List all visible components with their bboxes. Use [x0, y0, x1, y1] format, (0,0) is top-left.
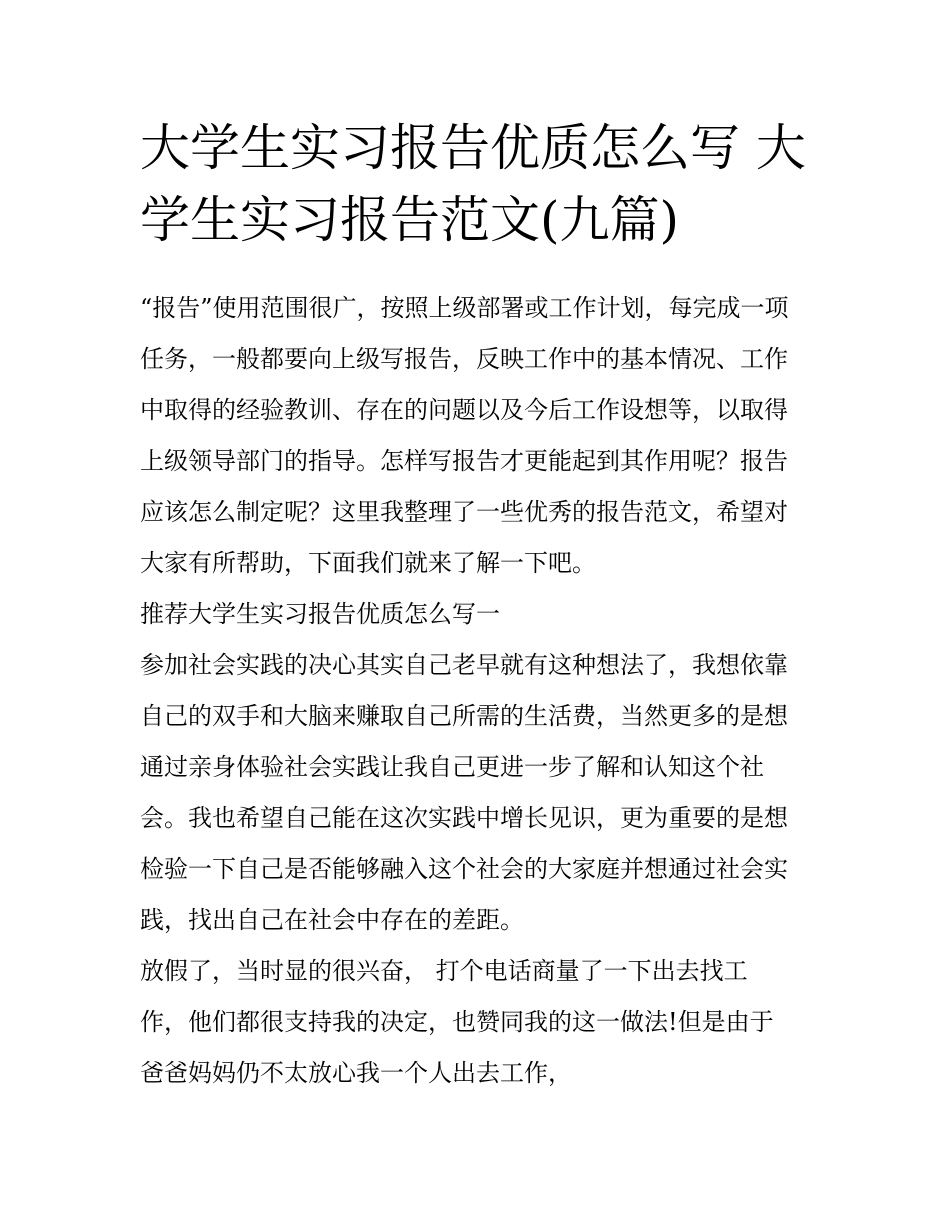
- body-line: 践，找出自己在社会中存在的差距。: [140, 906, 524, 934]
- document-title: [140, 112, 815, 256]
- body-line: 放假了，当时显的很兴奋， 打个电话商量了一下出去找工: [140, 957, 748, 985]
- body-line: 会。我也希望自己能在这次实践中增长见识，更为重要的是想: [140, 804, 788, 832]
- body-line: 作，他们都很支持我的决定，也赞同我的这一做法!但是由于: [140, 1008, 774, 1036]
- section-heading: 推荐大学生实习报告优质怎么写一: [140, 600, 500, 628]
- title-line-1: 大学生实习报告优质怎么写 大: [140, 119, 806, 177]
- body-line: 中取得的经验教训、存在的问题以及今后工作设想等，以取得: [140, 396, 788, 424]
- document-content: [140, 112, 815, 1099]
- body-line: 参加社会实践的决心其实自己老早就有这种想法了，我想依靠: [140, 651, 788, 679]
- body-line: 应该怎么制定呢？这里我整理了一些优秀的报告范文，希望对: [140, 498, 788, 526]
- body-line: 自己的双手和大脑来赚取自己所需的生活费，当然更多的是想: [140, 702, 788, 730]
- body-line: 大家有所帮助，下面我们就来了解一下吧。: [140, 549, 596, 577]
- document-body: [140, 283, 815, 1099]
- body-line: 爸爸妈妈仍不太放心我一个人出去工作，: [140, 1059, 572, 1087]
- body-line: 任务，一般都要向上级写报告，反映工作中的基本情况、工作: [140, 345, 788, 373]
- body-line: 通过亲身体验社会实践让我自己更进一步了解和认知这个社: [140, 753, 764, 781]
- body-line: “报告”使用范围很广，按照上级部署或工作计划，每完成一项: [140, 294, 789, 322]
- title-line-2: 学生实习报告范文(九篇): [140, 191, 680, 249]
- body-line: 检验一下自己是否能够融入这个社会的大家庭并想通过社会实: [140, 855, 788, 883]
- body-line: 上级领导部门的指导。怎样写报告才更能起到其作用呢？报告: [140, 447, 788, 475]
